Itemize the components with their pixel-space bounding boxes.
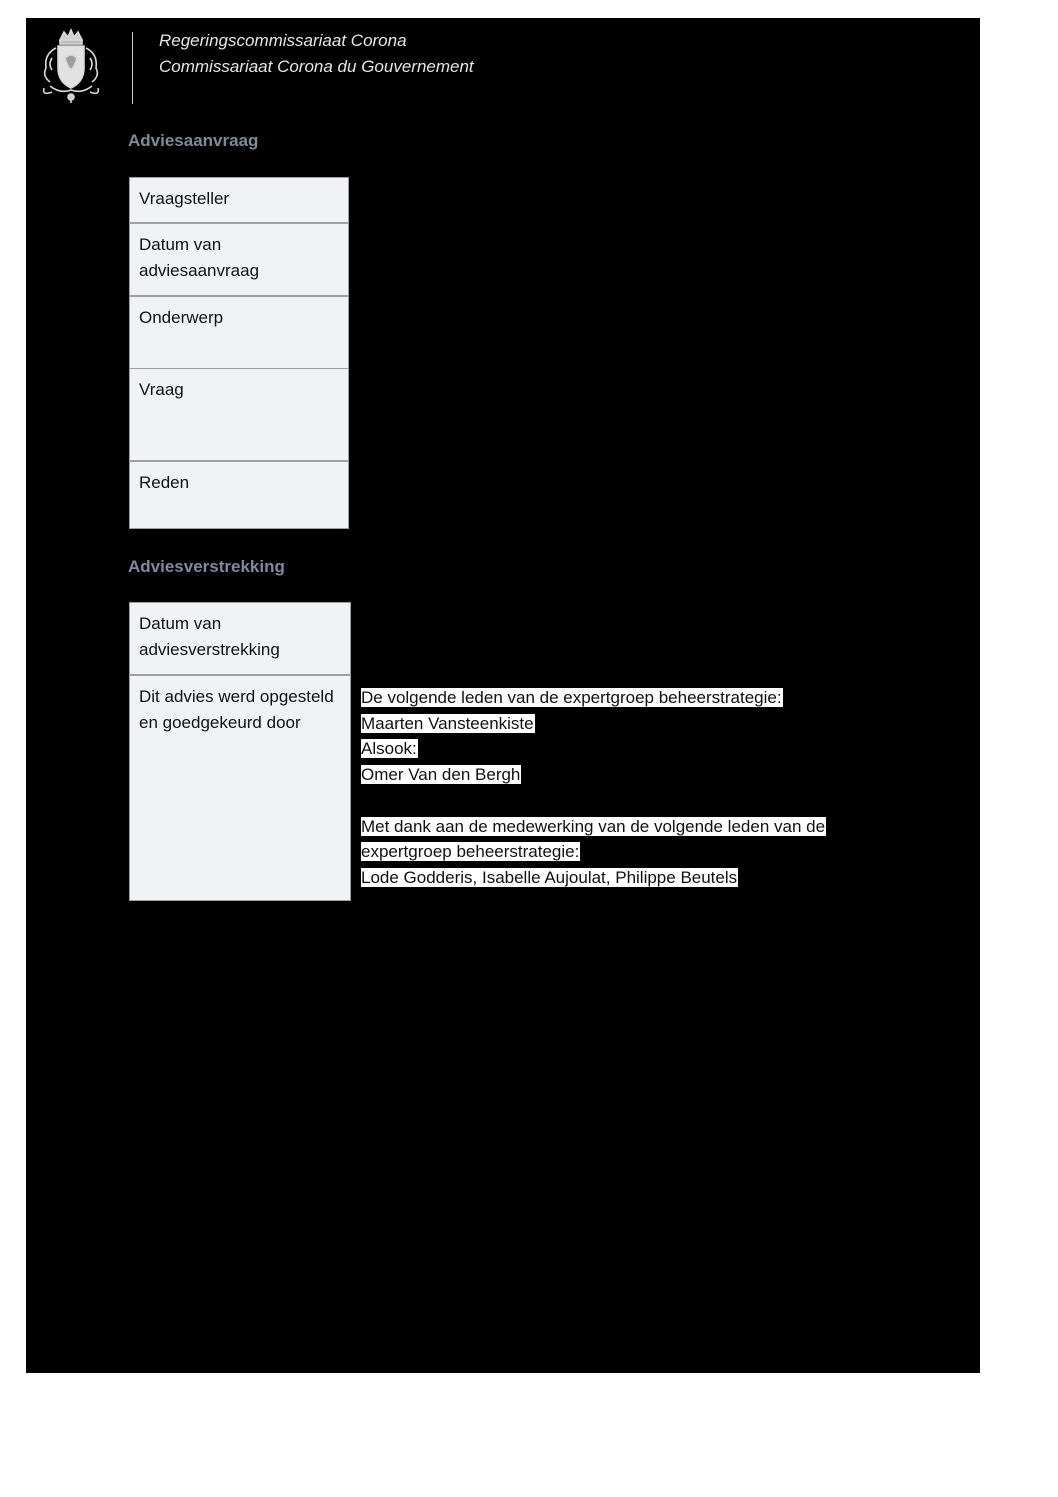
approver-name: Maarten Vansteenkiste [361,713,534,733]
contributors-list: Lode Godderis, Isabelle Aujoulat, Philippe Beutels [361,867,738,887]
cell-label: Vraagsteller [139,189,230,208]
cell-label: Reden [139,473,190,492]
cell-label: Vraag [139,380,184,399]
approvers-text [361,685,881,891]
belgian-coat-of-arms-icon [38,28,104,104]
cell-label: Dit advies werd opgesteld [139,687,334,706]
cell-question [129,368,349,461]
cell-label: adviesaanvraag [139,261,260,280]
cell-delivery-date [129,602,351,675]
also-approver-name: Omer Van den Bergh [361,765,521,785]
also-label: Alsook: [361,739,417,759]
cell-label: Datum van [139,235,222,254]
section-heading-request: Adviesaanvraag [128,131,259,150]
cell-label: adviesverstrekking [139,640,280,659]
thanks-line-1: Met dank aan de medewerking van de volgende leden van de [361,816,826,836]
thanks-line-2: expertgroep beheerstrategie: [361,842,580,862]
cell-label: en goedgekeurd door [139,713,301,732]
cell-label: Onderwerp [139,308,224,327]
agency-name-french: Commissariaat Corona du Gouvernement [159,57,474,76]
cell-request-date [129,223,349,296]
cell-subject [129,296,349,369]
cell-label: Datum van [139,614,222,633]
cell-approved-by [129,675,351,901]
section-heading-delivery: Adviesverstrekking [128,557,285,576]
header-divider [132,32,133,104]
approvers-intro: De volgende leden van de expertgroep beheerstrategie: [361,688,782,707]
cell-reason [129,461,349,529]
agency-name-dutch: Regeringscommissariaat Corona [159,31,407,50]
cell-requester [129,177,349,223]
